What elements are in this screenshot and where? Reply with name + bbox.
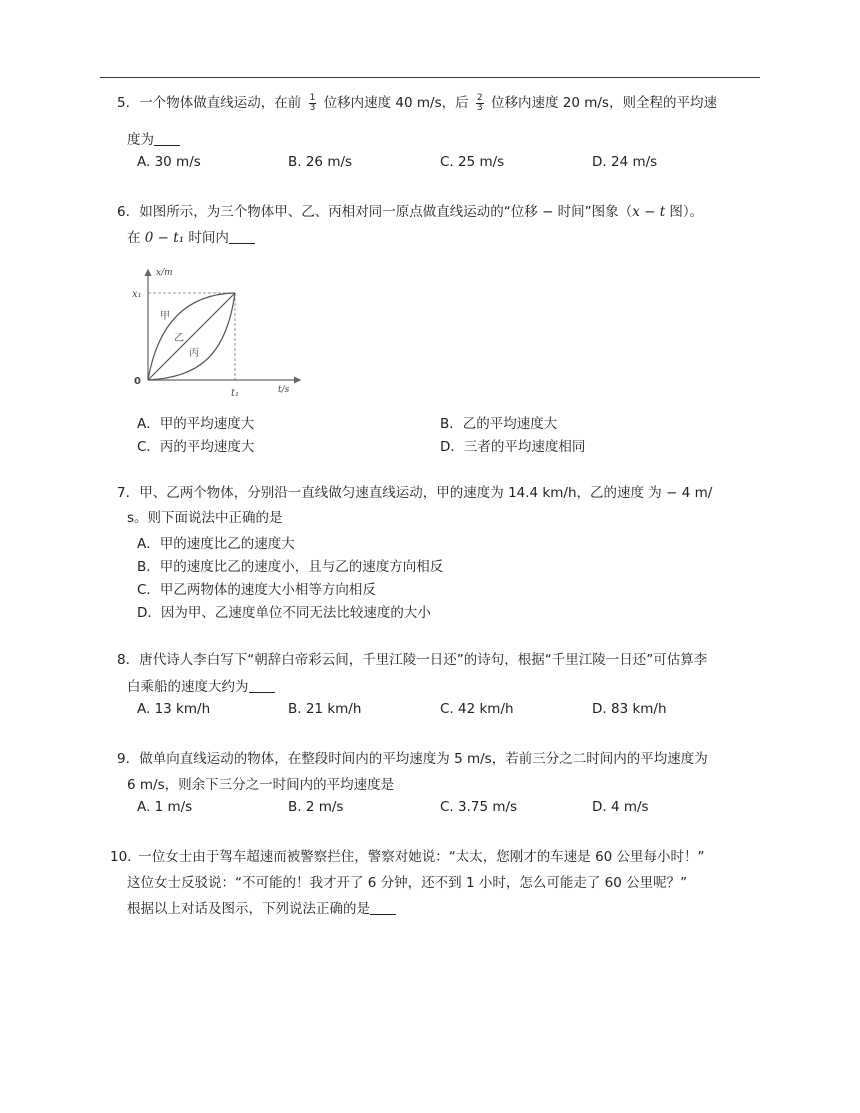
- question-stem: 甲、乙两个物体，分别沿一直线做匀速直线运动，甲的速度为 14.4 km/h，乙的速度 为 − 4 m/: [139, 485, 713, 501]
- line-yi: [148, 293, 235, 380]
- option-a[interactable]: A. 30 m/s: [137, 154, 201, 170]
- question-8-cont: [127, 676, 772, 699]
- question-stem: 位移内速度 40 m/s，后: [323, 95, 469, 111]
- option-d[interactable]: D. 83 km/h: [592, 701, 667, 717]
- line-yi-label: 乙: [174, 333, 184, 344]
- option-c[interactable]: C. 42 km/h: [440, 701, 514, 717]
- option-b[interactable]: B. 2 m/s: [288, 799, 344, 815]
- answer-blank[interactable]: [370, 900, 396, 915]
- option-d[interactable]: D. 24 m/s: [592, 154, 658, 170]
- option-a[interactable]: A. 1 m/s: [137, 799, 193, 815]
- option-d[interactable]: D. 4 m/s: [592, 799, 649, 815]
- question-9: [117, 748, 762, 771]
- option-b[interactable]: B. 26 m/s: [288, 154, 353, 170]
- question-number: 8.: [117, 652, 130, 668]
- question-number: 9.: [117, 751, 130, 767]
- question-10-cont2: [127, 898, 772, 921]
- option-b[interactable]: B．乙的平均速度大: [440, 416, 558, 432]
- option-a[interactable]: A. 13 km/h: [137, 701, 211, 717]
- x1-label: x₁: [132, 289, 142, 300]
- question-9-cont: [127, 774, 772, 797]
- question-8: [117, 649, 762, 672]
- question-7: [117, 482, 762, 505]
- option-c[interactable]: C．甲乙两物体的速度大小相等方向相反: [137, 582, 376, 598]
- question-stem: 这位女士反驳说：“不可能的！我才开了 6 分钟，还不到 1 小时，怎么可能走了 60 公里呢？”: [127, 875, 688, 891]
- question-stem: 白乘船的速度大约为: [127, 679, 249, 695]
- math-expression: 0 − t₁: [144, 230, 185, 246]
- option-c[interactable]: C. 3.75 m/s: [440, 799, 518, 815]
- question-stem: 位移内速度 20 m/s，则全程的平均速: [490, 95, 717, 111]
- t1-label: t₁: [231, 388, 240, 399]
- question-5-cont: [127, 129, 772, 152]
- option-a[interactable]: A．甲的速度比乙的速度大: [137, 536, 295, 552]
- curve-bing-label: 丙: [189, 348, 199, 359]
- question-7-cont: [127, 507, 772, 530]
- answer-blank[interactable]: [249, 678, 275, 693]
- y-axis-label: x/m: [156, 268, 173, 278]
- question-stem: 做单向直线运动的物体，在整段时间内的平均速度为 5 m/s，若前三分之二时间内的平均速度为: [139, 751, 708, 767]
- question-stem: 唐代诗人李白写下“朝辞白帝彩云间，千里江陵一日还”的诗句，根据“千里江陵一日还”可估算李: [139, 652, 708, 668]
- position-time-graph: [128, 262, 308, 402]
- option-d[interactable]: D．三者的平均速度相同: [440, 439, 586, 455]
- math-expression: x − t: [632, 204, 666, 220]
- header-rule: [100, 77, 760, 78]
- question-stem: 一位女士由于驾车超速而被警察拦住，警察对她说：“太太，您刚才的车速是 60 公里每小时！”: [138, 849, 705, 865]
- question-stem: 一个物体做直线运动，在前: [139, 95, 302, 111]
- question-stem: 6 m/s，则余下三分之一时间内的平均速度是: [127, 777, 395, 793]
- question-number: 5.: [117, 95, 130, 111]
- fraction-two-thirds: $\frac{2}{3}$: [476, 92, 483, 113]
- option-a[interactable]: A．甲的平均速度大: [137, 416, 255, 432]
- question-stem: 时间内: [184, 230, 229, 246]
- question-stem: 如图所示，为三个物体甲、乙、丙相对同一原点做直线运动的“位移 − 时间”图象（: [139, 204, 633, 220]
- question-number: 6.: [117, 204, 130, 220]
- question-stem: 在: [127, 230, 145, 246]
- question-10: [110, 846, 755, 869]
- x-axis-label: t/s: [278, 385, 290, 395]
- question-number: 10.: [110, 849, 132, 865]
- option-c[interactable]: C. 25 m/s: [440, 154, 505, 170]
- question-stem: 度为: [127, 132, 154, 148]
- question-6-cont: [127, 227, 772, 250]
- origin-label: 0: [134, 376, 141, 387]
- question-8-options: [137, 701, 757, 723]
- curve-jia-label: 甲: [160, 311, 170, 322]
- option-b[interactable]: B. 21 km/h: [288, 701, 362, 717]
- question-9-options: [137, 799, 757, 821]
- option-c[interactable]: C．丙的平均速度大: [137, 439, 255, 455]
- option-b[interactable]: B．甲的速度比乙的速度小，且与乙的速度方向相反: [137, 559, 444, 575]
- question-stem: s。则下面说法中正确的是: [127, 510, 283, 526]
- answer-blank[interactable]: [229, 229, 255, 244]
- question-5: [117, 92, 762, 115]
- question-number: 7.: [117, 485, 130, 501]
- question-10-cont: [127, 872, 772, 895]
- fraction-one-third: $\frac{1}{3}$: [309, 92, 316, 113]
- question-6: [117, 201, 762, 224]
- question-stem: 根据以上对话及图示，下列说法正确的是: [127, 901, 370, 917]
- question-5-options: [137, 154, 757, 176]
- question-stem: 图）。: [665, 204, 704, 220]
- option-d[interactable]: D．因为甲、乙速度单位不同无法比较速度的大小: [137, 605, 431, 621]
- answer-blank[interactable]: [154, 131, 180, 146]
